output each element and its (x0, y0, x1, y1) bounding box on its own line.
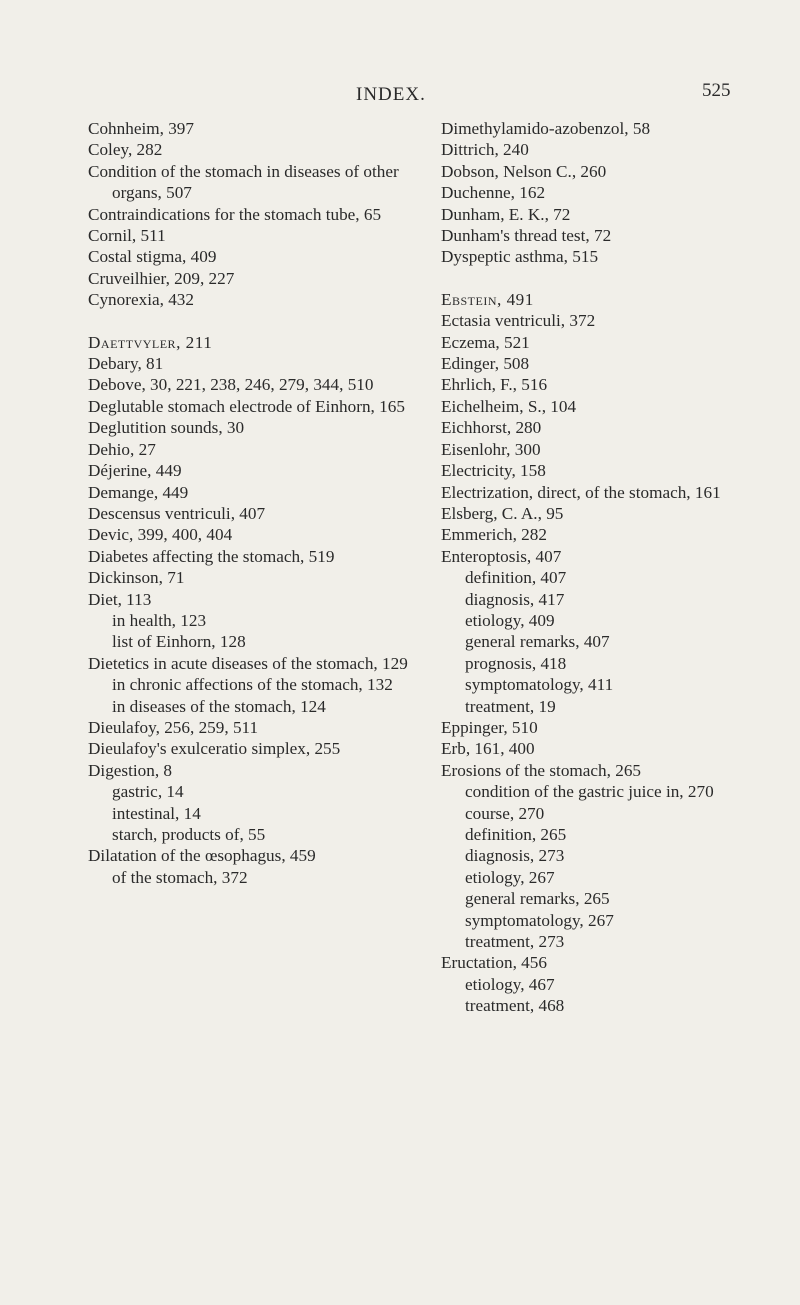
index-entry: Cruveilhier, 209, 227 (88, 268, 235, 288)
index-entry: Cornil, 511 (88, 226, 166, 246)
index-entry: Ehrlich, F., 516 (441, 375, 548, 395)
index-subentry: in chronic affections of the stomach, 132 (112, 675, 393, 695)
index-entry: Electricity, 158 (441, 461, 546, 481)
index-entry: Dilatation of the œsophagus, 459 (88, 846, 316, 866)
index-entry: Elsberg, C. A., 95 (441, 503, 564, 523)
index-subentry: course, 270 (465, 803, 545, 823)
index-entry: Dieulafoy, 256, 259, 511 (88, 717, 259, 737)
index-subentry: of the stomach, 372 (112, 867, 248, 887)
index-entry: Dobson, Nelson C., 260 (441, 161, 607, 181)
index-entry: Coley, 282 (88, 140, 163, 160)
index-entry: Eppinger, 510 (441, 717, 538, 737)
index-entry: Duchenne, 162 (441, 183, 546, 203)
letter-gap (88, 311, 428, 332)
index-entry: Dunham's thread test, 72 (441, 226, 612, 246)
index-entry: Costal stigma, 409 (88, 247, 217, 267)
index-entry: Deglutable stomach electrode of Einhorn, 165 (88, 396, 405, 416)
index-subentry: treatment, 19 (465, 696, 556, 716)
index-entry: Daettvyler, 211 (88, 332, 213, 352)
index-subentry: condition of the gastric juice in, 270 (465, 782, 714, 802)
running-title: INDEX. (356, 84, 426, 105)
index-subentry: etiology, 467 (465, 974, 555, 994)
index-entry: Electrization, direct, of the stomach, 161 (441, 482, 721, 502)
index-entry: Digestion, 8 (88, 760, 173, 780)
index-entry: Dimethylamido-azobenzol, 58 (441, 119, 651, 138)
page-header (0, 80, 800, 110)
index-entry: Dittrich, 240 (441, 140, 529, 160)
index-entry: Deglutition sounds, 30 (88, 418, 245, 438)
index-subentry: in health, 123 (112, 610, 207, 630)
index-subentry: definition, 407 (465, 568, 567, 588)
index-subentry: symptomatology, 267 (465, 910, 614, 930)
index-entry: Eczema, 521 (441, 332, 530, 352)
index-entry: Dyspeptic asthma, 515 (441, 247, 599, 267)
index-subentry: starch, products of, 55 (112, 825, 266, 844)
index-subentry: general remarks, 265 (465, 889, 610, 909)
index-entry: Dietetics in acute diseases of the stomach, 129 (88, 653, 408, 673)
index-column-left (88, 118, 428, 888)
index-subentry: etiology, 267 (465, 867, 555, 887)
index-subentry: treatment, 468 (465, 996, 565, 1016)
index-entry: Dunham, E. K., 72 (441, 204, 571, 224)
index-entry: Eisenlohr, 300 (441, 439, 541, 459)
index-entry: Diet, 113 (88, 589, 152, 609)
index-entry: Erosions of the stomach, 265 (441, 760, 642, 780)
index-column-right (441, 118, 771, 1017)
index-entry: Eichelheim, S., 104 (441, 396, 577, 416)
index-entry: Cohnheim, 397 (88, 119, 194, 138)
index-subentry: treatment, 273 (465, 932, 565, 952)
index-entry: Devic, 399, 400, 404 (88, 525, 233, 545)
index-entry: Condition of the stomach in diseases of other organs, 507 (88, 161, 399, 203)
index-subentry: general remarks, 407 (465, 632, 610, 652)
index-entry: Descensus ventriculi, 407 (88, 503, 266, 523)
index-entry: Ebstein, 491 (441, 289, 534, 309)
index-subentry: etiology, 409 (465, 610, 555, 630)
index-subentry: list of Einhorn, 128 (112, 632, 246, 652)
index-entry: Erb, 161, 400 (441, 739, 535, 759)
index-entry: Cynorexia, 432 (88, 290, 194, 310)
index-entry: Emmerich, 282 (441, 525, 547, 545)
index-entry: Debary, 81 (88, 354, 164, 374)
index-subentry: diagnosis, 417 (465, 589, 565, 609)
index-subentry: gastric, 14 (112, 782, 184, 802)
index-entry: Dieulafoy's exulceratio simplex, 255 (88, 739, 341, 759)
index-entry: Enteroptosis, 407 (441, 546, 562, 566)
index-entry: Eichhorst, 280 (441, 418, 542, 438)
index-entry: Demange, 449 (88, 482, 189, 502)
index-subentry: symptomatology, 411 (465, 675, 614, 695)
index-subentry: in diseases of the stomach, 124 (112, 696, 326, 716)
index-entry: Edinger, 508 (441, 354, 530, 374)
index-subentry: definition, 265 (465, 825, 567, 844)
index-entry: Dickinson, 71 (88, 568, 185, 588)
index-entry: Eructation, 456 (441, 953, 547, 973)
index-subentry: diagnosis, 273 (465, 846, 565, 866)
index-subentry: intestinal, 14 (112, 803, 201, 823)
index-entry: Déjerine, 449 (88, 461, 182, 481)
index-entry: Diabetes affecting the stomach, 519 (88, 546, 335, 566)
index-entry: Ectasia ventriculi, 372 (441, 311, 596, 331)
letter-gap (441, 268, 771, 289)
index-subentry: prognosis, 418 (465, 653, 567, 673)
page-number: 525 (702, 80, 731, 101)
index-entry: Debove, 30, 221, 238, 246, 279, 344, 510 (88, 375, 374, 395)
index-entry: Contraindications for the stomach tube, 65 (88, 204, 382, 224)
index-entry: Dehio, 27 (88, 439, 156, 459)
